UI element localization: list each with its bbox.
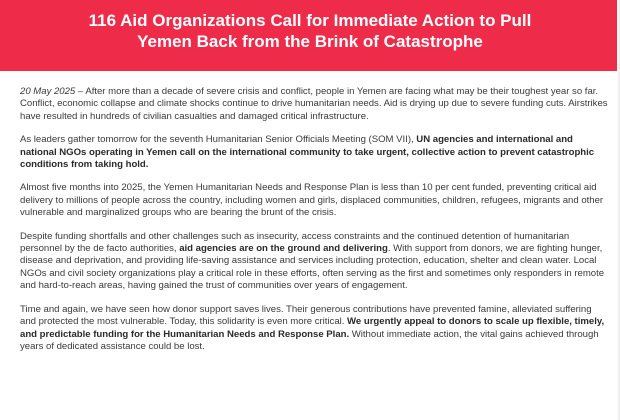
page-title [0,10,620,52]
paragraph-5-text-2: Without immediate action, the vital gains achieved through years of dedicated assistance could be lost. [20,328,599,352]
paragraph-5-text-1: Time and again, we have seen how donor support saves lives. Their generous contributions have prevented famine, alleviated suffering and protected the most vulnerable. Today, this solidarity is even more critical. [20,303,592,328]
paragraph-4 [20,231,608,293]
paragraph-4-text-2: . With support from donors, we are fighting hunger, disease and deprivation, and providing life-saving assistance and services including protection, education, shelter and clean water. Local NGOs and civil society organizations play a critical role in these efforts, often serving as the first and sometimes only responders in remote and hard-to-reach areas, having gained the trust of communities over years of engagement. [20,243,605,292]
paragraph-2 [20,134,608,171]
paragraph-1-text: – After more than a decade of severe crisis and conflict, people in Yemen are facing what may be their toughest year so far. Conflict, economic collapse and climate shocks continue to drive humanitarian needs. Aid is drying up due to severe funding cuts. Airstrikes have resulted in hundreds of civilian casualties and damaged critical infrastructure. [20,86,608,122]
paragraph-5 [20,304,608,354]
paragraph-1 [20,86,608,123]
release-date: 20 May 2025 [20,86,76,97]
paragraph-2-text: As leaders gather tomorrow for the seventh Humanitarian Senior Officials Meeting (SOM VII), [20,134,417,146]
press-release-body [20,86,608,364]
title-line-1: 116 Aid Organizations Call for Immediate Action to Pull [88,11,532,30]
paragraph-2-bold: UN agencies and international and national NGOs operating in Yemen call on the international community to take urgent, collective action to prevent catastrophic conditions from taking hold. [20,134,595,171]
paragraph-4-text-1: Despite funding shortfalls and other challenges such as insecurity, access constraints and the continued detention of humanitarian personnel by the de facto authorities, [20,230,570,255]
paragraph-4-bold: aid agencies are on the ground and delivering [179,243,388,255]
paragraph-3-text: Almost five months into 2025, the Yemen Humanitarian Needs and Response Plan is less than 10 per cent funded, preventing critical aid delivery to millions of people across the country, including women and girls, displaced communities, children, refugees, migrants and other vulnerable and marginalized groups who are bearing the brunt of the crisis. [20,182,604,219]
title-line-2: Yemen Back from the Brink of Catastrophe [137,32,483,51]
paragraph-5-bold: We urgently appeal to donors to scale up flexible, timely, and predictable funding for the Humanitarian Needs and Response Plan. [20,316,605,340]
paragraph-3 [20,182,608,219]
